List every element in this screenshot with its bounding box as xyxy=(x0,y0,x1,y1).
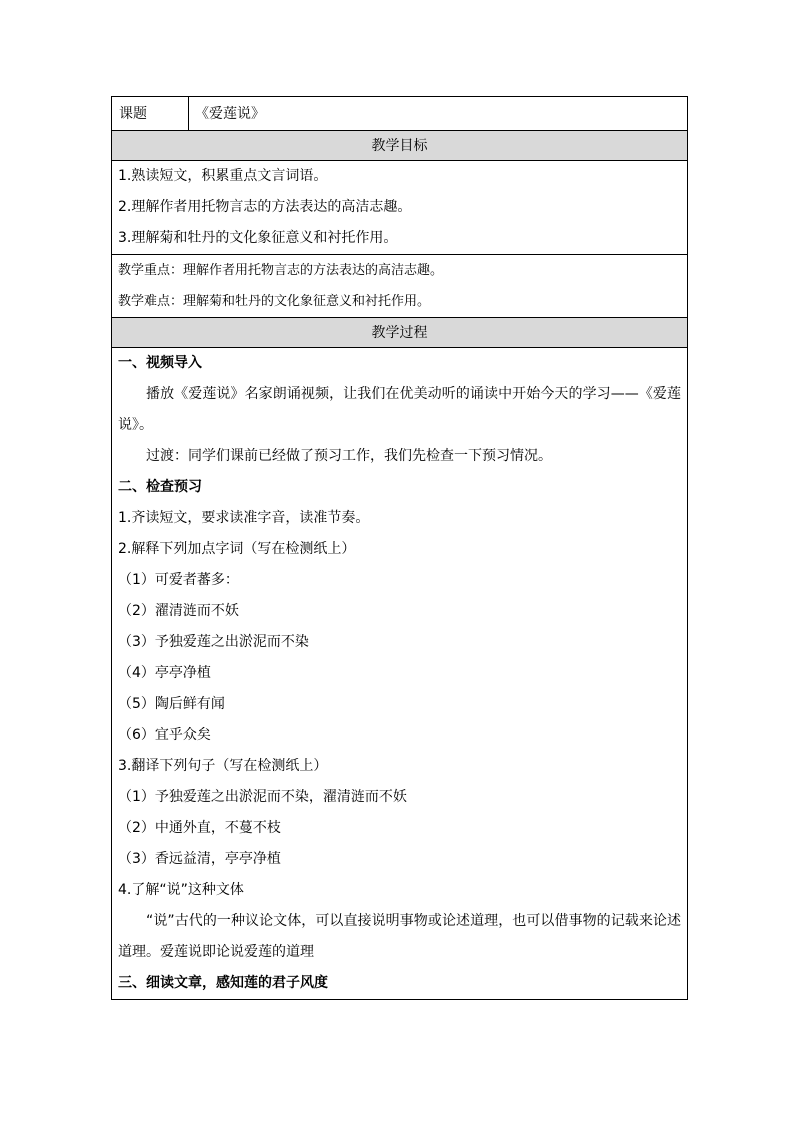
section-1-transition: 过渡：同学们课前已经做了预习工作，我们先检查一下预习情况。 xyxy=(146,448,552,464)
goals-heading: 教学目标 xyxy=(112,131,687,161)
list-item: 2.解释下列加点字词（写在检测纸上） xyxy=(118,541,356,557)
goals-list xyxy=(112,161,687,255)
process-heading: 教学过程 xyxy=(112,318,687,348)
difficulty-point: 教学难点：理解菊和牡丹的文化象征意义和衬托作用。 xyxy=(118,294,431,309)
lesson-plan-table xyxy=(111,96,688,1000)
title-value: 《爱莲说》 xyxy=(195,106,265,122)
process-body xyxy=(112,348,687,999)
list-item: （2）中通外直，不蔓不枝 xyxy=(118,820,281,836)
title-label: 课题 xyxy=(112,97,189,130)
list-item: （4）亭亭净植 xyxy=(118,665,211,681)
section-1-paragraph: 播放《爱莲说》名家朗诵视频，让我们在优美动听的诵读中开始今天的学习——《爱莲说》。 xyxy=(118,386,681,433)
list-item: 1.齐读短文，要求读准字音，读准节奏。 xyxy=(118,510,370,526)
goal-item: 2.理解作者用托物言志的方法表达的高洁志趣。 xyxy=(118,199,412,215)
focus-section xyxy=(112,255,687,318)
list-item: （6）宜乎众矣 xyxy=(118,727,211,743)
list-item: 4.了解“说”这种文体 xyxy=(118,882,244,898)
list-item: （1）予独爱莲之出淤泥而不染，濯清涟而不妖 xyxy=(118,789,407,805)
title-row xyxy=(112,97,687,131)
list-item: （3）予独爱莲之出淤泥而不染 xyxy=(118,634,309,650)
list-item: （1）可爱者蕃多： xyxy=(118,572,239,588)
goal-item: 1.熟读短文，积累重点文言词语。 xyxy=(118,168,328,184)
list-item: （2）濯清涟而不妖 xyxy=(118,603,239,619)
genre-explanation: “说”古代的一种议论文体，可以直接说明事物或论述道理，也可以借事物的记载来论述道理。爱莲说即论说爱莲的道理 xyxy=(118,913,681,960)
list-item: 3.翻译下列句子（写在检测纸上） xyxy=(118,758,328,774)
section-heading-3: 三、细读文章，感知莲的君子风度 xyxy=(118,975,328,991)
key-point: 教学重点：理解作者用托物言志的方法表达的高洁志趣。 xyxy=(118,263,444,278)
section-heading-1: 一、视频导入 xyxy=(118,355,202,371)
goal-item: 3.理解菊和牡丹的文化象征意义和衬托作用。 xyxy=(118,230,398,246)
list-item: （3）香远益清，亭亭净植 xyxy=(118,851,281,867)
list-item: （5）陶后鲜有闻 xyxy=(118,696,225,712)
section-heading-2: 二、检查预习 xyxy=(118,479,202,495)
